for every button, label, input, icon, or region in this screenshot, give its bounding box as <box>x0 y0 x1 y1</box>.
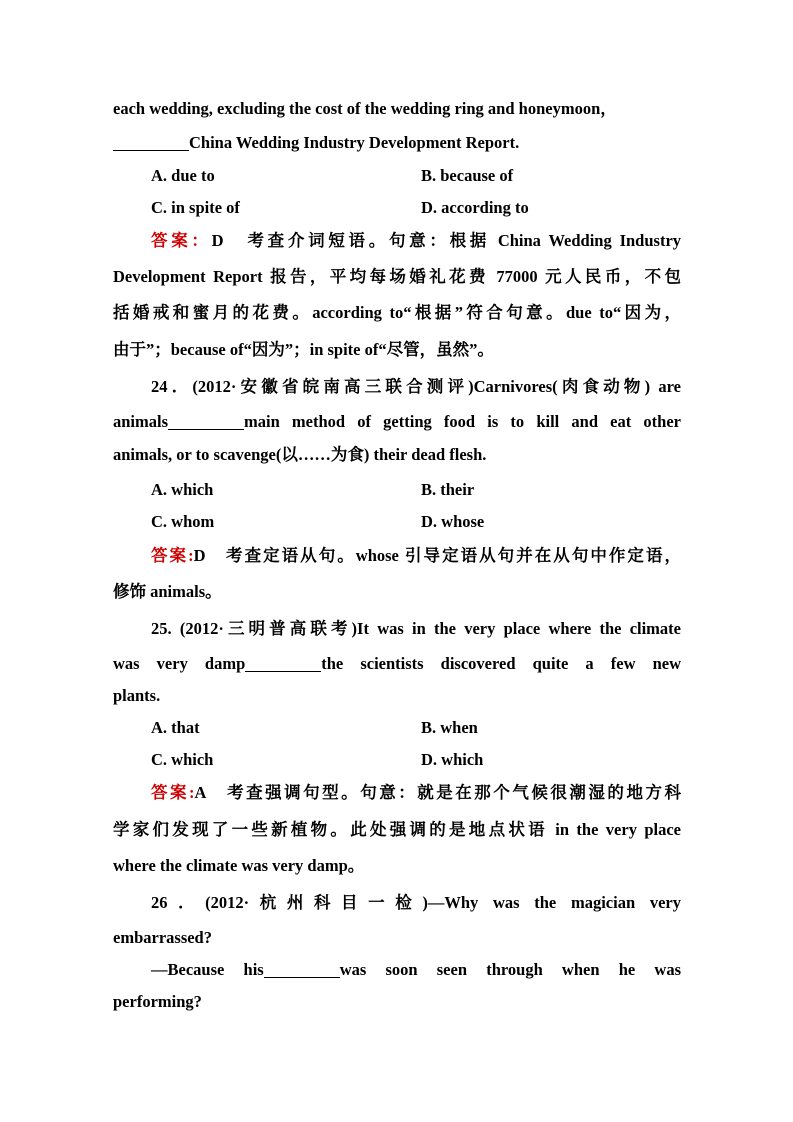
q25-answer-line-1: 答案:A 考查强调句型。句意：就是在那个气候很潮湿的地方科 <box>151 783 681 802</box>
answer-blank <box>168 428 244 430</box>
question-23-stem-end: each wedding, excluding the cost of the wedding ring and honeymoon， <box>113 99 617 118</box>
q23-answer-line-2: Development Report 报告，平均每场婚礼花费 77000 元人民币，不包 <box>113 267 681 286</box>
q25-option-b: B. when <box>421 718 478 737</box>
question-25-stem-line-2: was very damp the scientists discovered quite a few new <box>113 654 681 673</box>
q23-answer-line-1: 答案：D 考查介词短语。句意：根据 China Wedding Industry <box>151 231 682 250</box>
question-25-stem-line-1: 25. (2012·三明普高联考)It was in the very place where the climate <box>151 619 681 638</box>
q23-option-d: D. according to <box>421 198 529 217</box>
q23-option-a: A. due to <box>151 166 215 185</box>
answer-blank <box>113 149 189 151</box>
answer-label: 答案: <box>151 783 195 802</box>
question-26-stem-line-2: embarrassed? <box>113 928 212 947</box>
q24-answer-line-1: 答案:D 考查定语从句。whose 引导定语从句并在从句中作定语， <box>151 546 681 565</box>
question-25-stem-line-3: plants. <box>113 686 161 705</box>
q25-answer-line-2: 学家们发现了一些新植物。此处强调的是地点状语 in the very place <box>113 820 681 839</box>
question-26-stem-line-1: 26．(2012·杭州科目一检)—Why was the magician very <box>151 893 681 912</box>
q25-option-d: D. which <box>421 750 484 769</box>
q23-answer-line-4: 由于”；because of“因为”；in spite of“尽管，虽然”。 <box>113 340 494 359</box>
q24-option-d: D. whose <box>421 512 485 531</box>
question-26-stem-line-3: —Because his was soon seen through when he was <box>151 960 681 979</box>
q24-option-a: A. which <box>151 480 214 499</box>
q24-option-c: C. whom <box>151 512 215 531</box>
question-23-stem-blank-line: China Wedding Industry Development Report. <box>113 126 681 160</box>
q25-option-a: A. that <box>151 718 200 737</box>
q24-option-b: B. their <box>421 480 475 499</box>
question-24-stem-line-2: animals main method of getting food is to kill and eat other <box>113 412 681 431</box>
q25-answer-line-3: where the climate was very damp。 <box>113 856 365 875</box>
answer-blank <box>245 670 321 672</box>
q23-answer-line-3: 括婚戒和蜜月的花费。according to“根据”符合句意。due to“因为， <box>113 303 681 322</box>
question-24-stem-line-3: animals, or to scavenge(以……为食) their dead flesh. <box>113 445 487 464</box>
answer-label: 答案: <box>151 546 194 565</box>
q23-option-b: B. because of <box>421 166 514 185</box>
q25-option-c: C. which <box>151 750 214 769</box>
answer-blank <box>264 976 340 978</box>
question-24-stem-line-1: 24．(2012·安徽省皖南高三联合测评)Carnivores(肉食动物) are <box>151 377 681 396</box>
q24-answer-line-2: 修饰 animals。 <box>113 582 222 601</box>
answer-label: 答案： <box>151 231 212 250</box>
q23-option-c: C. in spite of <box>151 198 240 217</box>
question-26-stem-line-4: performing? <box>113 992 202 1011</box>
